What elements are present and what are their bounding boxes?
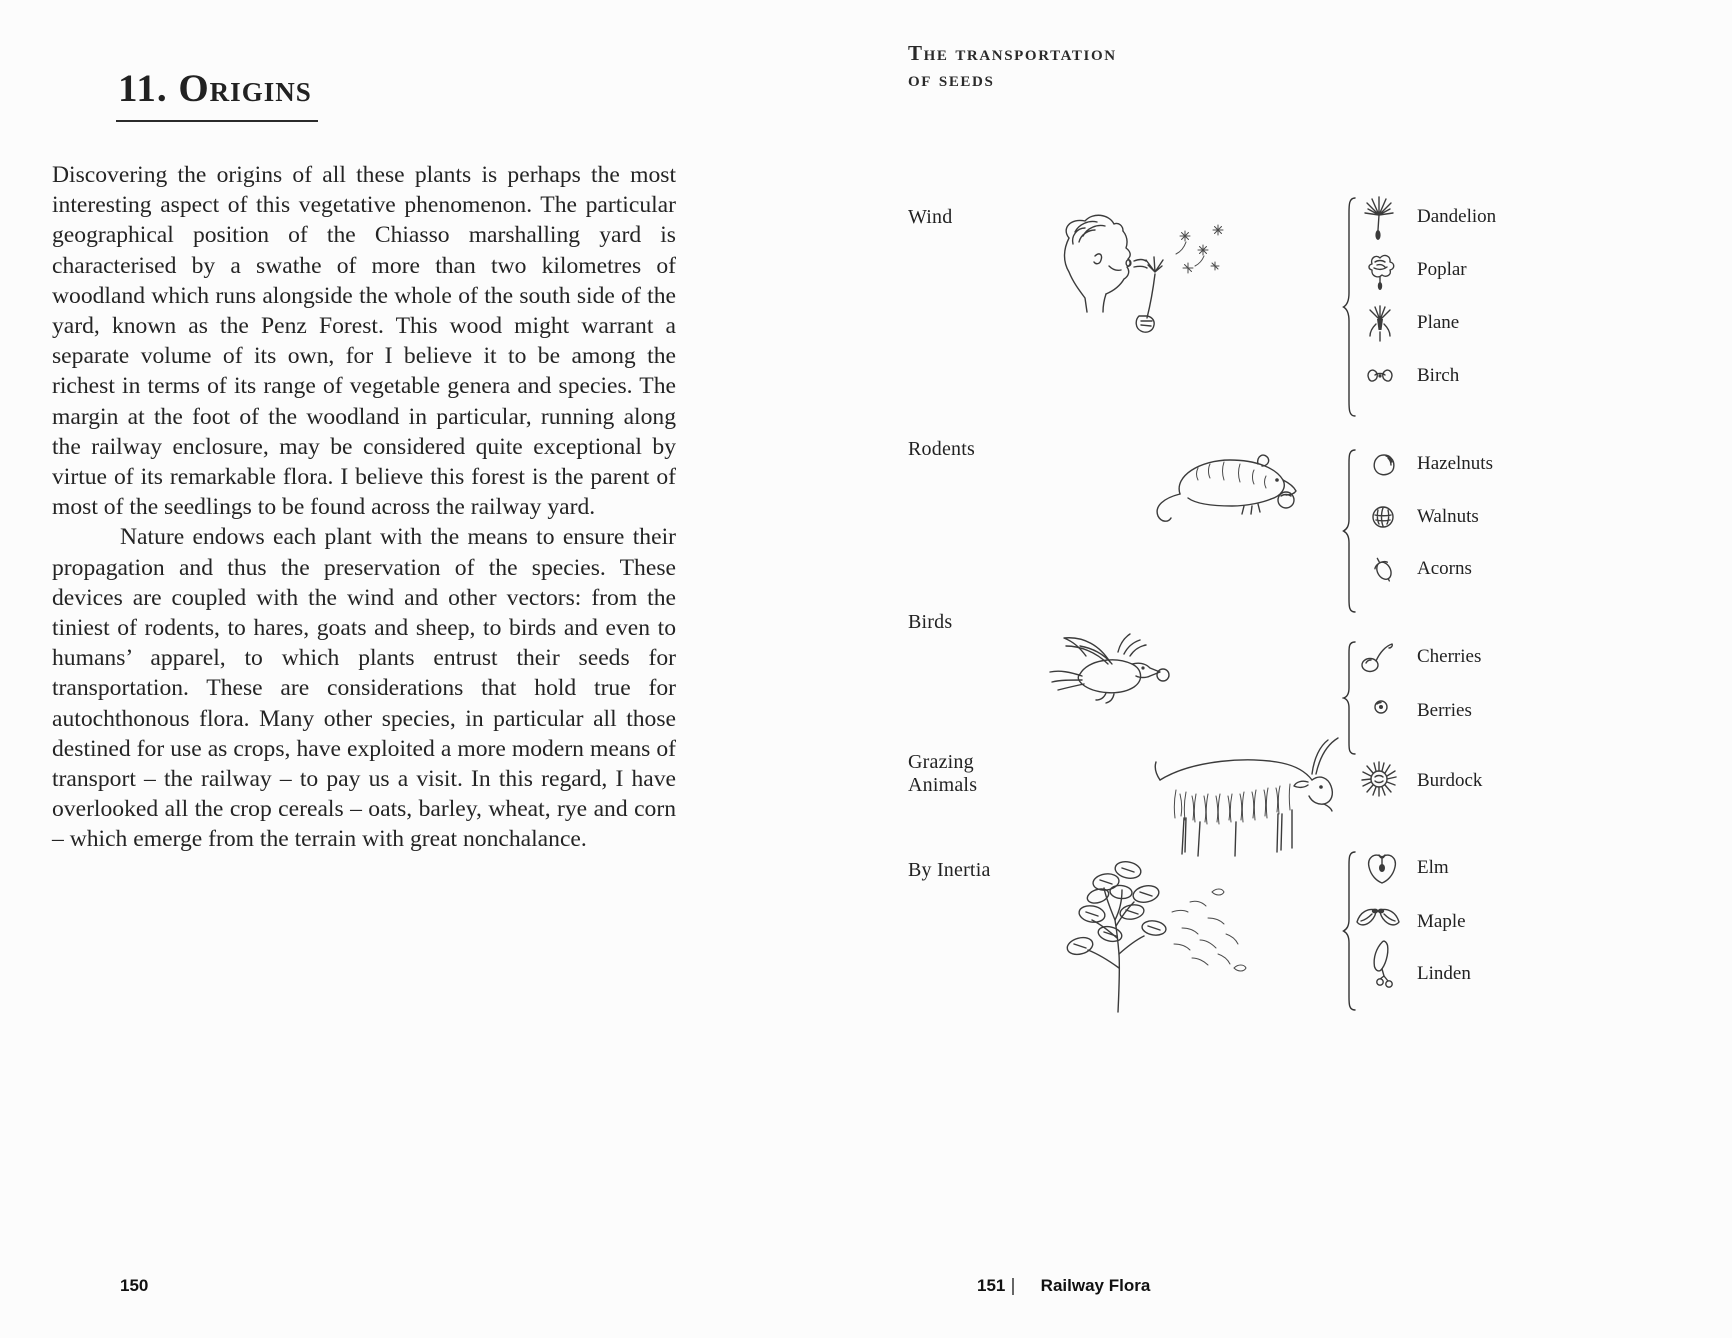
maple-seed-icon [1354, 900, 1402, 939]
paragraph-1: Discovering the origins of all these plants is perhaps the most interesting aspect of this vegetative phenomenon. The particular geographical position of the Chiasso marshalling yard is characterised by a swathe of more than two kilometres of woodland which runs alongside the whole of the south side of the yard, known as the Penz Forest. This wood might warrant a separate volume of its own, for I believe it to be among the richest in terms of its range of vegetable genera and species. The margin at the foot of the woodland in particular, running along the railway enclosure, may be considered quite exceptional by virtue of its remarkable flora. I believe this forest is the parent of most of the seedlings to be found across the railway yard. [52, 162, 676, 521]
seed-label-elm: Elm [1417, 857, 1449, 878]
wind-brace [1342, 196, 1358, 423]
seed-label-walnuts: Walnuts [1417, 506, 1479, 527]
category-label-wind: Wind [908, 206, 953, 228]
category-label-birds: Birds [908, 611, 953, 633]
book-title: Railway Flora [1040, 1276, 1151, 1295]
mouse-illustration [1148, 438, 1313, 535]
seed-label-berries: Berries [1417, 700, 1472, 721]
man-blowing-dandelion-illustration [1035, 208, 1230, 351]
category-label-by-inertia: By Inertia [908, 859, 991, 881]
berry-icon [1366, 692, 1396, 727]
seed-label-linden: Linden [1417, 963, 1471, 984]
tree-illustration [1022, 848, 1257, 1021]
linden-seed-icon [1366, 938, 1402, 997]
seed-label-hazelnuts: Hazelnuts [1417, 453, 1493, 474]
right-page-number: 151 [977, 1276, 1006, 1295]
category-label-grazing-animals: Grazing Animals [908, 751, 978, 796]
paragraph-2: Nature endows each plant with the means to ensure their propagation and thus the preservation of the species. These devices are coupled with the wind and other vectors: from the tiniest of rodents, to hares, goats and sheep, to birds and even to humans’ apparel, to which plants entrust their seeds for transportation. These are considerations that hold true for autochthonous flora. Many other species, in particular all those destined for use as crops, have exploited a more modern means of transport – the railway – to pay us a visit. In this regard, I have overlooked all the crop cereals – oats, barley, wheat, rye and corn – which emerge from the terrain with great nonchalance. [52, 524, 676, 853]
hazelnut-icon [1366, 446, 1400, 487]
footer-divider [1012, 1278, 1013, 1295]
elm-seed-icon [1364, 848, 1400, 893]
rodents-brace [1342, 448, 1358, 619]
acorn-icon [1366, 549, 1400, 590]
seed-label-cherries: Cherries [1417, 646, 1482, 667]
seed-label-dandelion: Dandelion [1417, 206, 1497, 227]
section-header [908, 40, 1117, 92]
chapter-heading: 11. Origins [116, 66, 318, 122]
seed-label-acorns: Acorns [1417, 558, 1472, 579]
bird-illustration [1022, 618, 1187, 721]
seed-label-plane: Plane [1417, 312, 1460, 333]
cherry-icon [1356, 636, 1398, 681]
seed-label-burdock: Burdock [1417, 770, 1483, 791]
walnut-icon [1366, 498, 1400, 539]
burdock-icon [1356, 756, 1402, 807]
seed-label-poplar: Poplar [1417, 259, 1467, 280]
right-page-footer [977, 1276, 1150, 1296]
poplar-seed-icon [1362, 250, 1398, 299]
section-header-line1: The transportation [908, 41, 1117, 65]
left-page-number: 150 [120, 1276, 149, 1295]
seed-label-maple: Maple [1417, 911, 1466, 932]
birch-seed-icon [1362, 362, 1398, 395]
dandelion-seed-icon [1360, 194, 1398, 253]
category-label-rodents: Rodents [908, 438, 975, 460]
section-header-line2: of seeds [908, 67, 995, 91]
plane-seed-icon [1362, 304, 1398, 353]
seed-label-birch: Birch [1417, 365, 1460, 386]
chapter-body [52, 160, 676, 855]
